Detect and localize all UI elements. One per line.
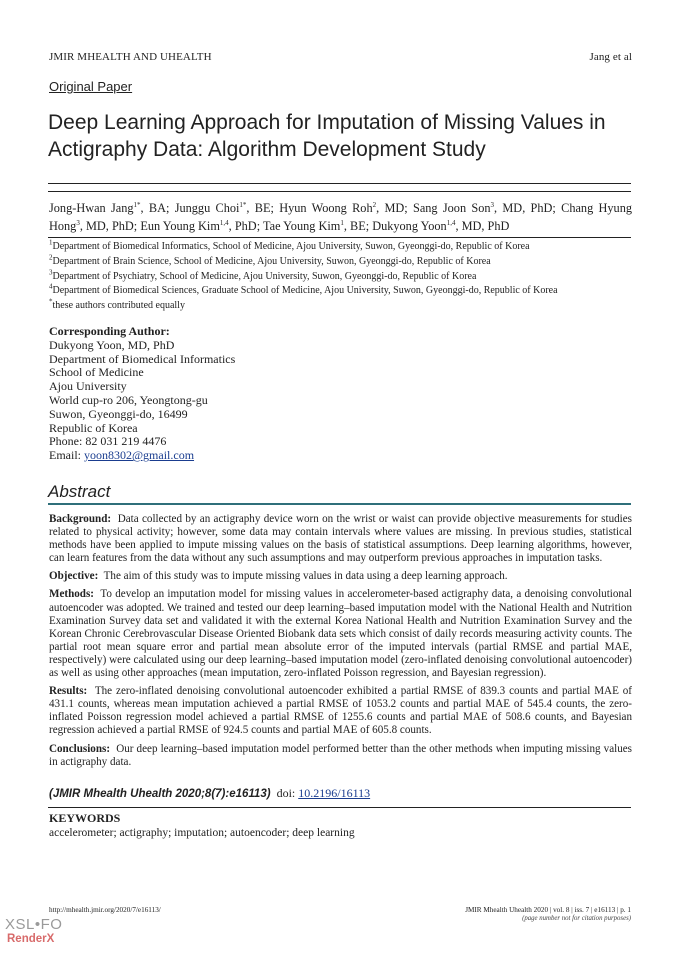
author-name: Junggu Choi <box>174 201 240 215</box>
affiliation-number: * <box>49 297 53 306</box>
title-rule-2 <box>48 191 631 192</box>
affiliation-number: 2 <box>49 253 53 262</box>
keywords-list: accelerometer; actigraphy; imputation; autoencoder; deep learning <box>49 827 355 839</box>
abstract-section-label: Background: <box>49 513 112 525</box>
footer-note: (page number not for citation purposes) <box>522 915 631 922</box>
author-affil-mark: 1* <box>133 200 141 209</box>
email-line <box>49 449 235 463</box>
doi-label: doi: <box>276 786 296 800</box>
affiliation-text: Department of Biomedical Sciences, Graduate School of Medicine, Ajou University, Suwon, Gyeonggi-do, Republic of Korea <box>52 285 558 297</box>
author-affil-mark: 3 <box>76 218 80 227</box>
author-affil-mark: 3 <box>490 200 495 209</box>
affiliation-item <box>49 284 632 299</box>
abstract-section <box>49 588 632 680</box>
abstract-section-label: Conclusions: <box>49 742 111 755</box>
address-line: Dukyong Yoon, MD, PhD <box>49 337 175 352</box>
author-name: Dukyong Yoon <box>372 219 447 233</box>
abstract-section-label: Methods: <box>49 588 94 601</box>
affiliation-text: Department of Brain Science, School of Medicine, Ajou University, Suwon, Gyeonggi-do, Republic of Korea <box>52 255 491 267</box>
abstract-section-text: Data collected by an actigraphy device worn on the wrist or waist can provide objective measurements for studies related to physical activity; however, some data may contain intervals where values are missing. In previous studies, statistical methods have been applied to impute missing values on the basis of statistical assumptions. Deep learning algorithms, however, can learn features from the data without any such assumptions and may outperform previous approaches in imputation tasks. <box>49 513 633 565</box>
address-line: Department of Biomedical Informatics <box>49 351 236 366</box>
affiliation-number: 3 <box>49 268 53 277</box>
author-list <box>49 199 632 235</box>
abstract-section-text: The zero-inflated denoising convolutional autoencoder exhibited a partial RMSE of 839.3 counts and partial MAE of 431.1 counts, whereas mean imputation achieved a partial RMSE of 1053.2 counts and partial MAE of 545.4 counts, the zero-inflated Poisson regression model achieved a partial RMSE of 1255.6 counts and partial MAE of 508.6 counts, and Bayesian regression achieved a partial RMSE of 924.5 counts and partial MAE of 605.8 counts. <box>49 685 632 737</box>
footer-citation: JMIR Mhealth Uhealth 2020 | vol. 8 | iss. 7 | e16113 | p. 1 <box>465 906 631 914</box>
corresponding-address <box>49 339 235 449</box>
citation-ref: (JMIR Mhealth Uhealth 2020;8(7):e16113) <box>49 788 271 800</box>
author-degree: , MD, PhD; <box>494 201 562 215</box>
affiliation-number: 4 <box>49 283 53 292</box>
journal-header: JMIR MHEALTH AND UHEALTH <box>49 51 212 63</box>
keywords-rule <box>48 807 631 808</box>
author-degree: , BE; <box>246 201 280 215</box>
affiliation-text: Department of Psychiatry, School of Medicine, Ajou University, Suwon, Gyeonggi-do, Republic of Korea <box>52 270 477 282</box>
author-name: Sang Joon Son <box>412 201 491 215</box>
abstract-heading: Abstract <box>48 482 111 501</box>
affiliation-item <box>49 299 632 314</box>
doi-link[interactable]: 10.2196/16113 <box>298 786 371 800</box>
author-name: Jong-Hwan Jang <box>49 201 134 215</box>
author-degree: , MD; <box>376 201 413 215</box>
running-author: Jang et al <box>589 51 632 63</box>
logo-line-2: RenderX <box>7 933 55 945</box>
author-affil-mark: 1 <box>340 218 344 227</box>
address-line: Phone: 82 031 219 4476 <box>49 434 167 449</box>
address-line: Ajou University <box>49 379 127 394</box>
abstract-section-text: Our deep learning–based imputation model performed better than the other methods when imputing missing values in actigraphy data. <box>49 742 632 768</box>
affiliation-text: these authors contributed equally <box>52 300 185 312</box>
citation <box>49 786 370 801</box>
address-line: Suwon, Gyeonggi-do, 16499 <box>49 406 188 421</box>
corresponding-author <box>49 325 235 463</box>
keywords-heading: KEYWORDS <box>49 811 121 825</box>
affiliation-item <box>49 255 632 270</box>
title-rule <box>48 183 631 184</box>
address-line: School of Medicine <box>49 365 144 380</box>
affiliation-number: 1 <box>49 238 53 247</box>
author-degree: , BE; <box>343 219 373 233</box>
author-affil-mark: 1,4 <box>219 218 229 227</box>
corresponding-label: Corresponding Author: <box>49 324 170 338</box>
author-degree: , MD, PhD; <box>79 219 141 233</box>
abstract-section <box>49 743 632 769</box>
abstract-section <box>49 513 632 565</box>
affiliation-item <box>49 270 632 285</box>
logo-line-1: XSL•FO <box>5 916 63 933</box>
footer-url: http://mhealth.jmir.org/2020/7/e16113/ <box>49 906 161 914</box>
abstract-section-label: Objective: <box>49 570 99 583</box>
author-name: Hyun Woong Roh <box>279 201 373 215</box>
abstract-section <box>49 685 632 737</box>
abstract-rule <box>48 503 631 505</box>
author-affil-mark: 1* <box>239 200 247 209</box>
abstract-section-text: To develop an imputation model for missing values in accelerometer-based actigraphy data, a denoising convolutional autoencoder was adopted. We trained and tested our deep learning–based imputation model with the National Health and Nutrition Examination Survey data set and validated it with the external Korea National Health and Nutrition Examination Survey and the Korean Chronic Cerebrovascular Disease Oriented Biobank data sets which consist of daily records measuring activity counts. The partial root mean square error and partial mean absolute error of the imputed intervals (partial RMSE and partial MAE, respectively) were calculated using our deep learning–based imputation model (zero-inflated denoising convolutional autoencoder) as well as using other approaches (mean imputation, zero-inflated Poisson regression, and Bayesian regression). <box>49 588 632 680</box>
abstract-section-label: Results: <box>49 685 88 698</box>
abstract-section <box>49 570 632 583</box>
author-name: Tae Young Kim <box>262 219 341 233</box>
author-degree: , PhD; <box>228 219 263 233</box>
affiliations <box>49 240 632 314</box>
article-type: Original Paper <box>49 79 133 94</box>
affiliation-item <box>49 240 632 255</box>
author-name: Chang Hyung Hong <box>49 201 632 233</box>
address-line: Republic of Korea <box>49 420 138 435</box>
affiliation-text: Department of Biomedical Informatics, School of Medicine, Ajou University, Suwon, Gyeonggi-do, Republic of Korea <box>52 241 530 252</box>
author-degree: , MD, PhD <box>455 219 510 233</box>
author-name: Eun Young Kim <box>140 219 220 233</box>
email-label: Email: <box>49 448 84 463</box>
paper-title: Deep Learning Approach for Imputation of Missing Values in Actigraphy Data: Algorithm Development Study <box>48 111 606 161</box>
author-degree: , BA; <box>140 201 175 215</box>
email-link[interactable]: yoon8302@gmail.com <box>84 448 195 463</box>
abstract-section-text: The aim of this study was to impute missing values in data using a deep learning approach. <box>103 570 508 583</box>
author-affil-mark: 1,4 <box>446 218 456 227</box>
renderx-logo <box>5 917 62 945</box>
author-rule <box>48 237 631 238</box>
address-line: World cup-ro 206, Yeongtong-gu <box>49 392 208 407</box>
author-affil-mark: 2 <box>372 200 377 209</box>
abstract-body <box>49 513 632 774</box>
